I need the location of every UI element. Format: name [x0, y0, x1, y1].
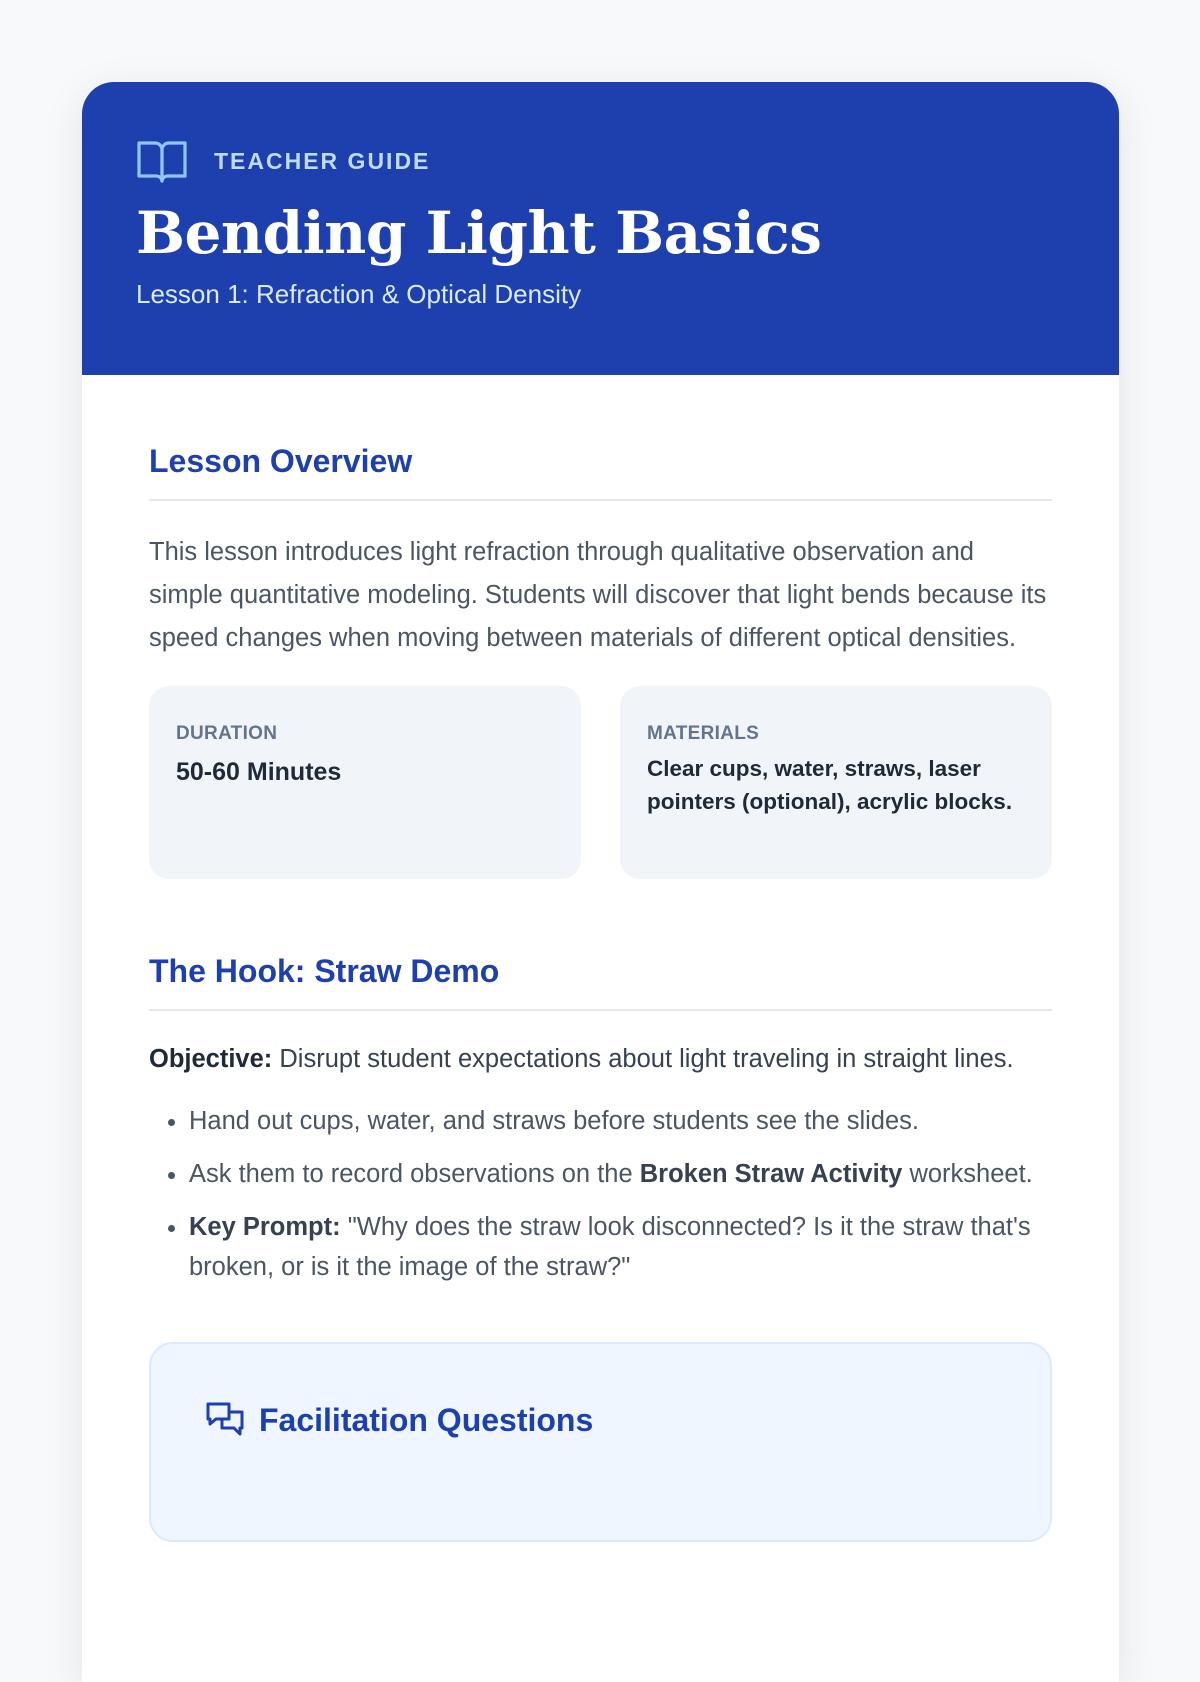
hook-section: [149, 951, 1052, 1287]
worksheet-name: Broken Straw Activity: [639, 1160, 903, 1188]
hook-steps: [149, 1101, 1052, 1287]
step-text-post: worksheet.: [902, 1160, 1033, 1188]
overview-heading: Lesson Overview: [149, 441, 1052, 501]
key-prompt-label: Key Prompt:: [189, 1213, 341, 1241]
facilitation-header: [205, 1400, 996, 1440]
info-row: [149, 686, 1052, 879]
materials-value: Clear cups, water, straws, laser pointers (optional), acrylic blocks.: [647, 756, 1013, 814]
list-item: [189, 1154, 1052, 1194]
main-content: [82, 375, 1119, 1542]
step-text: Hand out cups, water, and straws before students see the slides.: [189, 1107, 919, 1135]
eyebrow-row: [136, 137, 1065, 185]
duration-value: 50-60 Minutes: [176, 758, 342, 786]
duration-box: [149, 686, 581, 879]
page-subtitle: Lesson 1: Refraction & Optical Density: [136, 279, 582, 309]
duration-label: DURATION: [176, 723, 278, 744]
chat-bubbles-icon: [205, 1400, 245, 1440]
facilitation-callout: [149, 1342, 1052, 1542]
facilitation-heading: Facilitation Questions: [259, 1401, 594, 1438]
list-item: [189, 1207, 1052, 1287]
overview-section: [149, 441, 1052, 879]
objective-label: Objective:: [149, 1045, 273, 1073]
overview-text: This lesson introduces light refraction through qualitative observation and simple quantitative modeling. Students will discover that light bends because its speed changes when moving between materials of different optical densities.: [149, 538, 1047, 652]
eyebrow-label: TEACHER GUIDE: [214, 147, 431, 174]
objective-text: [149, 1039, 1052, 1079]
key-prompt-text: "Why does the straw look disconnected? Is it the straw that's broken, or is it the image of the straw?": [189, 1213, 1031, 1281]
page-title: Bending Light Basics: [136, 199, 822, 267]
list-item: [189, 1101, 1052, 1141]
materials-label: MATERIALS: [647, 723, 760, 744]
materials-box: [620, 686, 1052, 879]
hook-heading: The Hook: Straw Demo: [149, 951, 1052, 1011]
lesson-card: [82, 82, 1119, 1682]
objective-body: Disrupt student expectations about light traveling in straight lines.: [272, 1045, 1014, 1073]
open-book-icon: [136, 137, 188, 185]
step-text-pre: Ask them to record observations on the: [189, 1160, 640, 1188]
header-banner: [82, 82, 1119, 375]
